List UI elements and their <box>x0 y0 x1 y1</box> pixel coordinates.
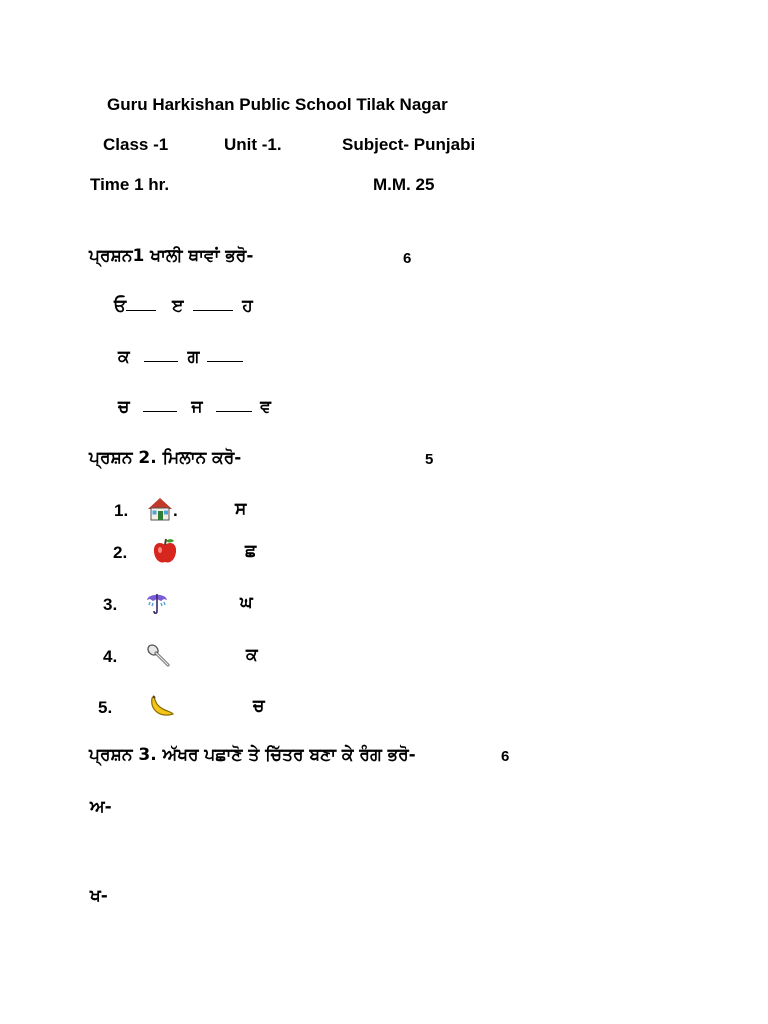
banana-icon <box>148 694 176 724</box>
match-letter: ਚ <box>253 696 265 716</box>
fill-row-1 <box>114 296 253 316</box>
fill-blank[interactable] <box>143 409 177 412</box>
fill-letter: ੲ <box>172 296 184 316</box>
fill-letter: ਜ <box>191 397 203 417</box>
fill-letter: ਵ <box>260 397 271 417</box>
match-letter: ਛ <box>245 541 257 561</box>
spoon-icon <box>146 643 172 673</box>
fill-letter: ਚ <box>118 397 130 417</box>
subject-label: Subject- Punjabi <box>342 135 476 154</box>
umbrella-icon <box>145 590 169 620</box>
match-letter: ਘ <box>240 593 253 613</box>
fill-letter: ਗ <box>187 347 200 367</box>
match-dot: . <box>173 501 178 520</box>
match-letter: ਕ <box>246 645 258 665</box>
draw-item-letter: ਖ- <box>90 886 108 906</box>
house-icon <box>147 496 173 526</box>
match-number: 4. <box>103 647 118 666</box>
class-label: Class -1 <box>103 135 169 154</box>
question-3-title: ਪ੍ਰਸ਼ਨ 3. ਅੱਖਰ ਪਛਾਣੋ ਤੇ ਚਿੱਤਰ ਬਣਾ ਕੇ ਰੰਗ ਭਰੋ- <box>89 745 416 765</box>
fill-blank[interactable] <box>216 409 252 412</box>
fill-row-3 <box>118 397 271 417</box>
fill-letter: ਕ <box>118 347 130 367</box>
question-1-marks: 6 <box>403 250 412 267</box>
match-number: 5. <box>98 698 113 717</box>
time-label: Time 1 hr. <box>90 175 170 194</box>
question-3-marks: 6 <box>501 748 510 765</box>
match-number: 1. <box>114 501 129 520</box>
fill-letter: ਹ <box>242 296 253 316</box>
match-number: 3. <box>103 595 118 614</box>
apple-icon <box>152 537 178 569</box>
question-2-title: ਪ੍ਰਸ਼ਨ 2. ਮਿਲਾਨ ਕਰੋ- <box>89 448 242 468</box>
fill-letter: ਓ <box>114 296 127 316</box>
unit-label: Unit -1. <box>224 135 282 154</box>
fill-blank[interactable] <box>193 308 233 311</box>
match-number: 2. <box>113 543 128 562</box>
fill-blank[interactable] <box>126 308 156 311</box>
fill-blank[interactable] <box>144 359 178 362</box>
fill-blank[interactable] <box>207 359 243 362</box>
question-1-title: ਪ੍ਰਸ਼ਨ1 ਖਾਲੀ ਥਾਵਾਂ ਭਰੋ- <box>89 246 254 266</box>
question-2-marks: 5 <box>425 451 434 468</box>
match-letter: ਸ <box>235 499 247 519</box>
draw-item-letter: ਅ- <box>90 797 112 817</box>
fill-row-2 <box>118 347 243 367</box>
school-name: Guru Harkishan Public School Tilak Nagar <box>107 95 448 114</box>
max-marks-label: M.M. 25 <box>373 175 435 194</box>
